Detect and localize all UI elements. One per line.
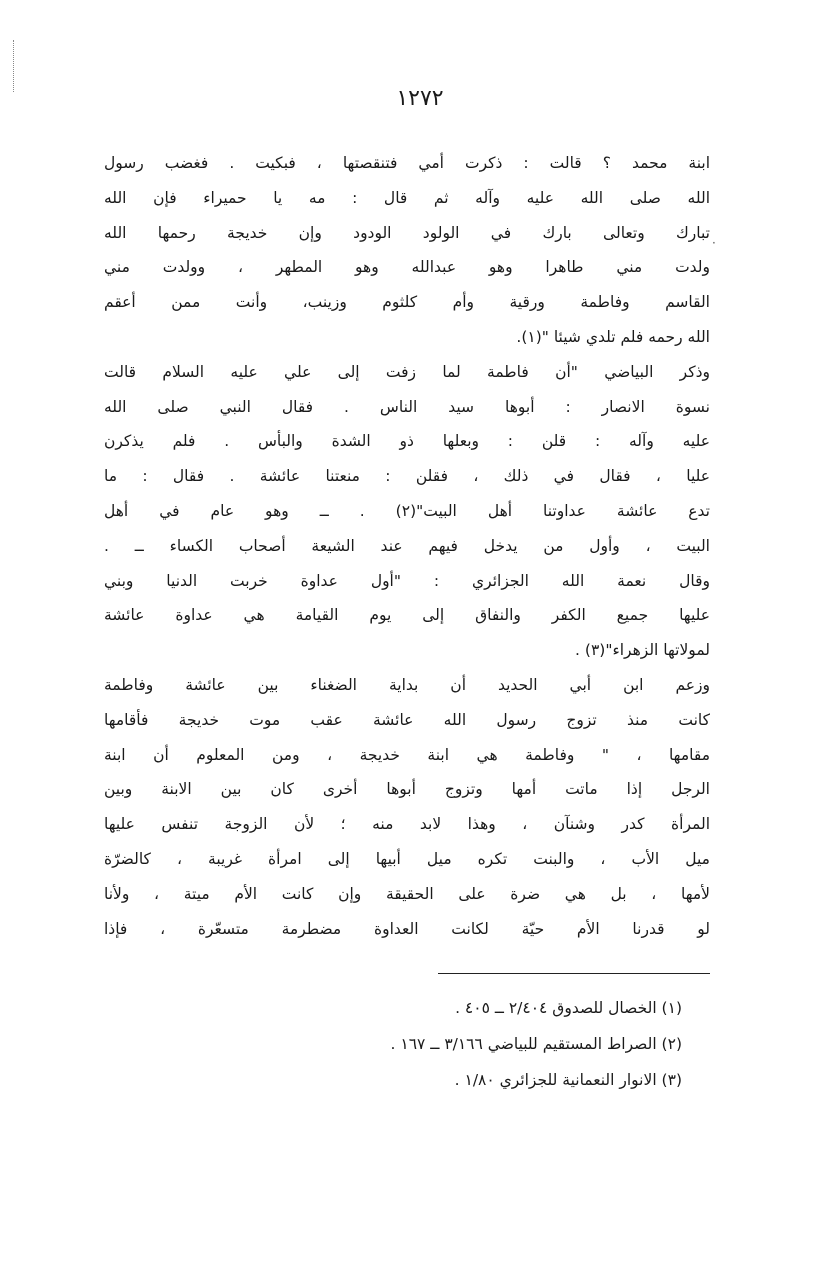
page-number: ١٢٧٢ (396, 86, 444, 111)
text-line: ميل الأب ، والبنت تكره ميل أبيها إلى امرأة غريبة ، كالضرّة (104, 849, 710, 868)
text-line: الله صلى الله عليه وآله ثم قال : مه يا حميراء فإن الله (104, 188, 710, 207)
text-line: مقامها ، " وفاطمة هي ابنة خديجة ، ومن المعلوم أن ابنة (104, 745, 710, 764)
margin-mark (13, 40, 15, 92)
text-line: نسوة الانصار : أبوها سيد الناس . فقال النبي صلى الله (104, 397, 710, 416)
text-line: الرجل إذا ماتت أمها وتزوج أبوها أخرى كان بين الابنة وبين (104, 780, 710, 799)
text-line: لأمها ، بل هي ضرة على الحقيقة وإن كانت الأم ميتة ، ولأنا (104, 884, 710, 903)
text-line: لمولاتها الزهراء"(٣) . (575, 641, 710, 660)
text-line: المرأة كدر وشنآن ، وهذا لابد منه ؛ لأن الزوجة تنفس عليها (104, 815, 710, 834)
footnote-separator (438, 973, 710, 974)
text-line: عليه وآله : قلن : وبعلها ذو الشدة والبأس . فلم يذكرن (104, 432, 710, 451)
text-line: عليها جميع الكفر والنفاق إلى يوم القيامة هي عداوة عائشة (104, 606, 710, 625)
text-line: القاسم وفاطمة ورقية وأم كلثوم وزينب، وأنت ممن أعقم (104, 293, 710, 312)
footnote: (١) الخصال للصدوق ٢/٤٠٤ ــ ٤٠٥ . (455, 999, 682, 1017)
text-line: ولدت مني طاهرا وهو عبدالله وهو المطهر ، وولدت مني (104, 258, 710, 277)
footnotes (104, 990, 682, 1098)
text-line: كانت منذ تزوج رسول الله عائشة عقب موت خديجة فأقامها (104, 710, 710, 729)
text-line: لو قدرنا الأم حيّة لكانت العداوة مضطرمة متسعّرة ، فإذا (104, 919, 710, 938)
text-line: تدع عائشة عداوتنا أهل البيت"(٢) . ــ وهو عام في أهل (104, 501, 710, 520)
body-text (104, 146, 710, 946)
footnote: (٢) الصراط المستقيم للبياضي ٣/١٦٦ ــ ١٦٧ . (390, 1035, 682, 1053)
text-line: تبارك وتعالى بارك في الولود الودود وإن خديجة رحمها الله (104, 223, 710, 242)
text-line: عليا ، فقال في ذلك ، فقلن : منعتنا عائشة . فقال : ما (104, 467, 710, 486)
text-line: وذكر البياضي "أن فاطمة لما زفت إلى علي عليه السلام قالت (104, 362, 710, 381)
text-line: ابنة محمد ؟ قالت : ذكرت أمي فتنقصتها ، فبكيت . فغضب رسول (104, 154, 710, 172)
margin-dot: · (712, 236, 716, 250)
text-line: الله رحمه فلم تلدي شيئا "(١). (516, 327, 710, 346)
text-line: وقال نعمة الله الجزائري : "أول عداوة خربت الدنيا وبني (104, 571, 710, 590)
footnote: (٣) الانوار النعمانية للجزائري ١/٨٠ . (454, 1071, 682, 1089)
text-line: البيت ، وأول من يدخل فيهم عند الشيعة أصحاب الكساء ــ . (104, 536, 710, 555)
text-line: وزعم ابن أبي الحديد أن بداية الضغناء بين عائشة وفاطمة (104, 675, 710, 694)
